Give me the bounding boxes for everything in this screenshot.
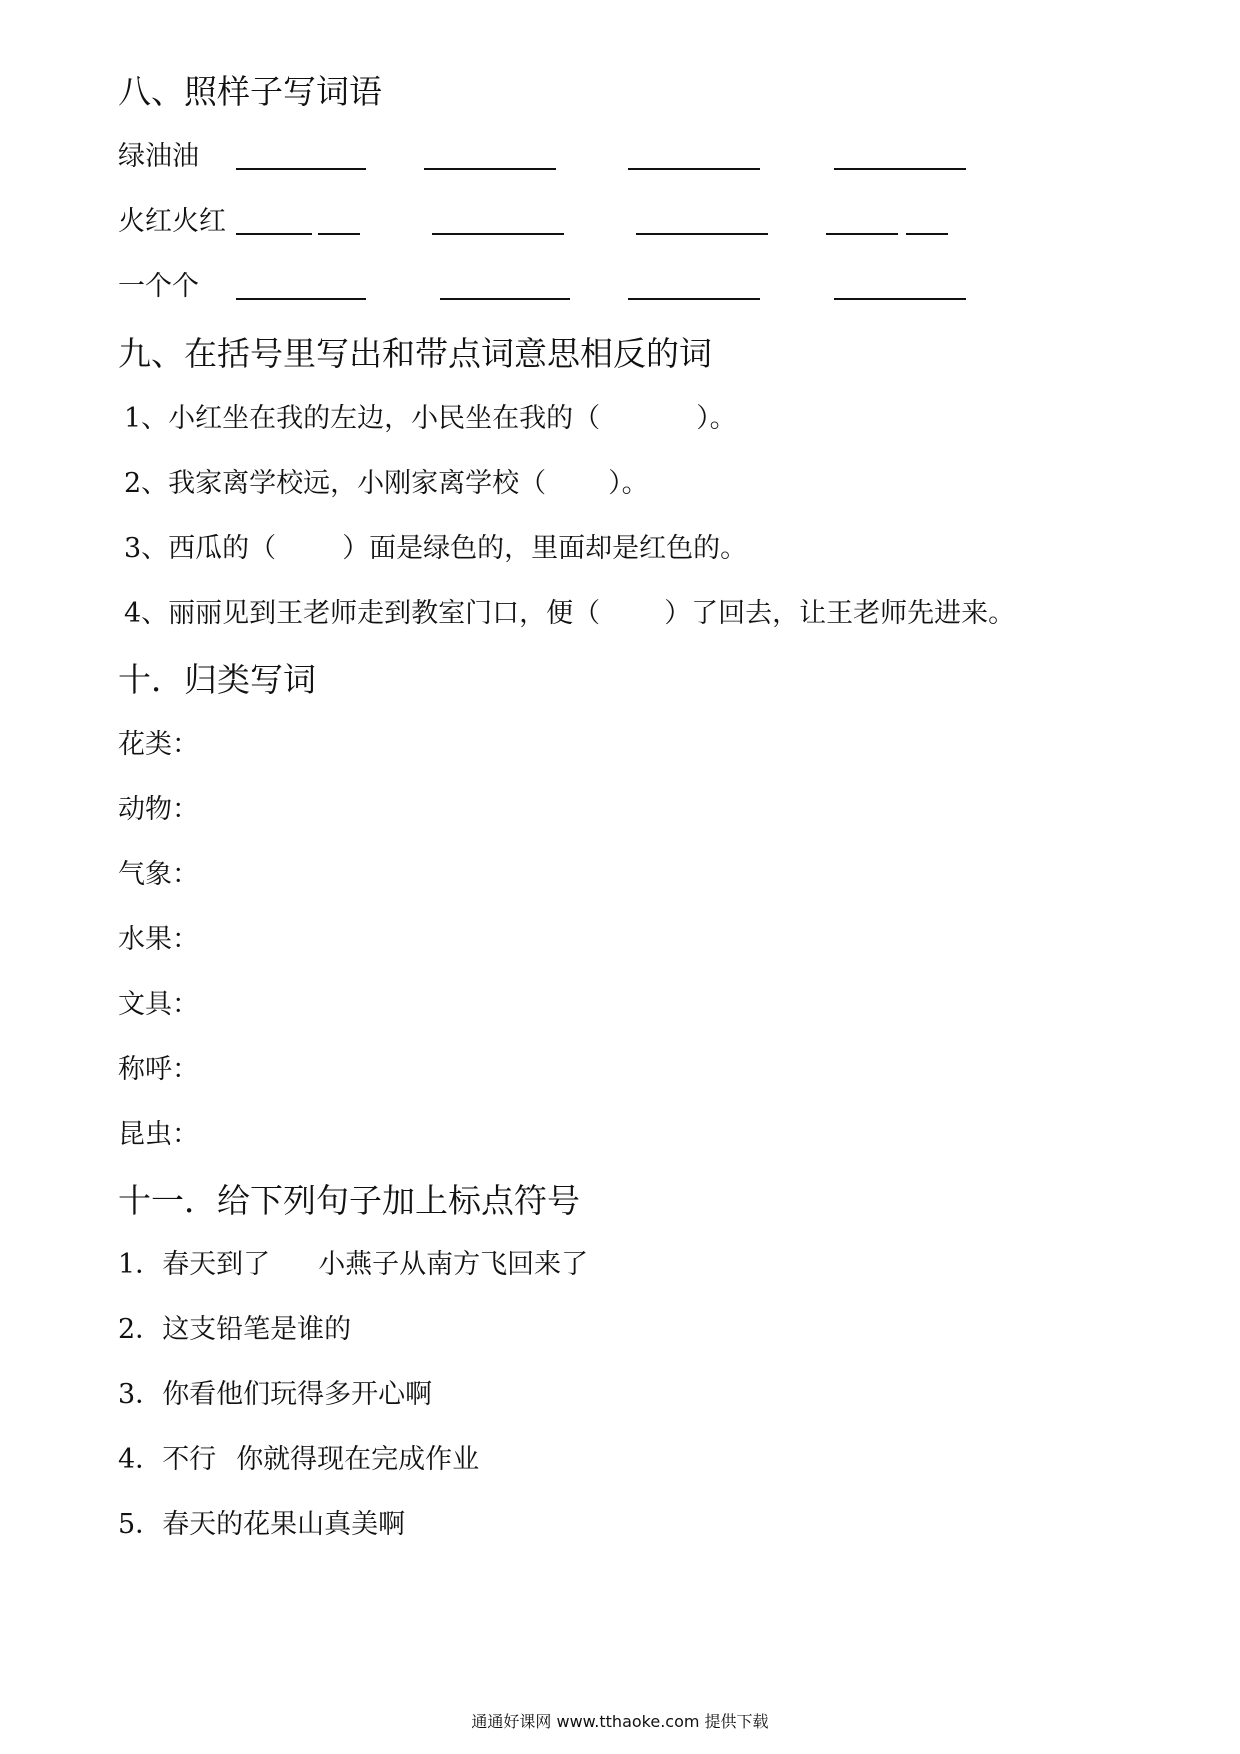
section11-item-5 [118,1508,405,1542]
category-label-animals: 动物： [118,794,199,825]
answer-blank[interactable] [236,298,366,300]
section8-example-1: 绿油油 [118,141,199,172]
answer-blank[interactable] [236,233,312,235]
question-text: 3、西瓜的（ [124,533,277,564]
section9-item-2 [124,467,649,501]
category-label-fruits: 水果： [118,924,199,955]
question-text-end: ）。 [608,468,649,499]
section11-item-3 [118,1378,432,1412]
section11-item-1 [118,1248,588,1282]
question-text: 4、丽丽见到王老师走到教室门口，便（ [124,598,601,629]
sentence-part: 这支铅笔是谁的 [162,1314,352,1345]
answer-blank[interactable] [628,298,760,300]
answer-blank[interactable] [834,168,966,170]
sentence-part: 你看他们玩得多开心啊 [162,1379,433,1410]
sentence-part: 春天的花果山真美啊 [162,1509,406,1540]
item-number: 4． [118,1444,163,1475]
answer-blank[interactable] [834,298,966,300]
section8-example-3: 一个个 [118,271,199,302]
answer-blank[interactable] [906,233,948,235]
section9-item-4 [124,597,1015,631]
item-number: 5． [118,1509,163,1540]
answer-blank[interactable] [826,233,898,235]
category-label-weather: 气象： [118,859,199,890]
sentence-part: 小燕子从南方飞回来了 [318,1249,589,1280]
question-text-end: ）面是绿色的，里面却是红色的。 [342,533,748,564]
section8-title: 八、照样子写词语 [118,72,382,111]
section11-item-2 [118,1313,351,1347]
answer-blank[interactable] [628,168,760,170]
sentence-part: 春天到了 [162,1249,271,1280]
section9-item-3 [124,532,747,566]
question-text: 2、我家离学校远，小刚家离学校（ [124,468,547,499]
category-label-stationery: 文具： [118,989,199,1020]
category-label-flowers: 花类： [118,729,199,760]
section11-item-4 [118,1443,479,1477]
answer-blank[interactable] [236,168,366,170]
answer-blank[interactable] [424,168,556,170]
question-text-end: ）。 [696,403,737,434]
question-text: 1、小红坐在我的左边，小民坐在我的（ [124,403,601,434]
category-label-insects: 昆虫： [118,1119,199,1150]
sentence-part: 你就得现在完成作业 [236,1444,480,1475]
category-label-titles: 称呼： [118,1054,199,1085]
item-number: 1． [118,1249,163,1280]
item-number: 2． [118,1314,163,1345]
sentence-part: 不行 [162,1444,217,1475]
section11-title: 十一．给下列句子加上标点符号 [118,1181,580,1220]
section9-title: 九、在括号里写出和带点词意思相反的词 [118,334,712,373]
answer-blank[interactable] [440,298,570,300]
answer-blank[interactable] [636,233,768,235]
question-text-end: ）了回去，让王老师先进来。 [664,598,1016,629]
section9-item-1 [124,402,737,436]
item-number: 3． [118,1379,163,1410]
footer-credit: 通通好课网 www.tthaoke.com 提供下载 [471,1712,769,1731]
answer-blank[interactable] [318,233,360,235]
answer-blank[interactable] [432,233,564,235]
section8-example-2: 火红火红 [118,206,226,237]
section10-title: 十．归类写词 [118,660,316,699]
